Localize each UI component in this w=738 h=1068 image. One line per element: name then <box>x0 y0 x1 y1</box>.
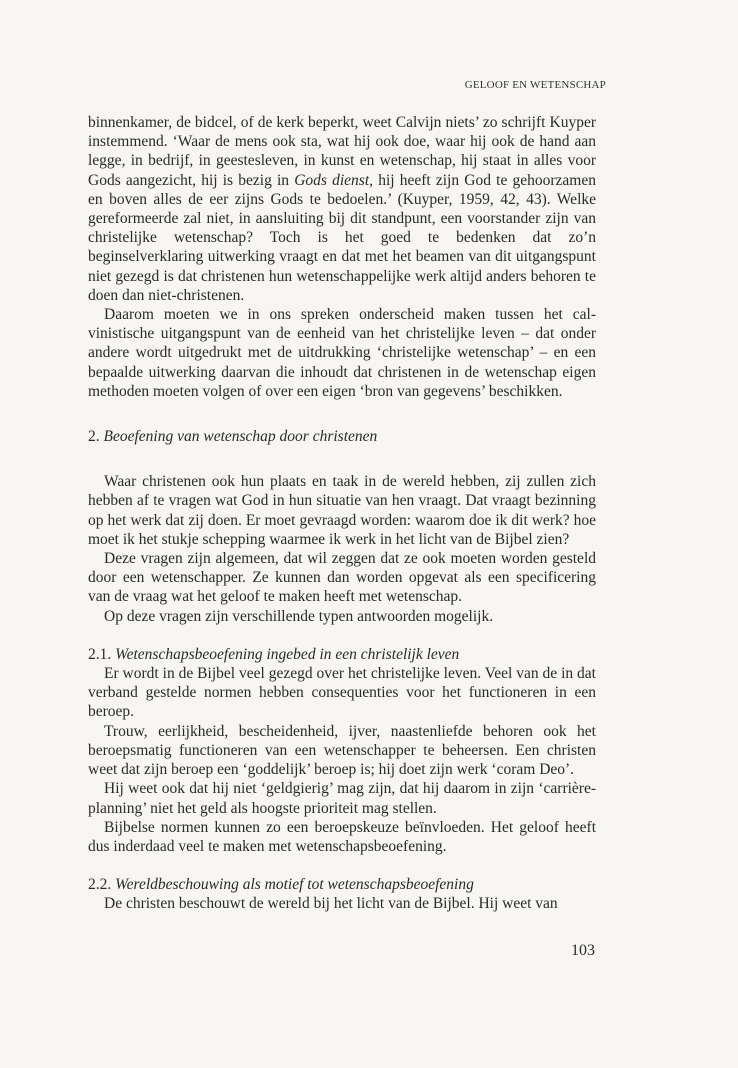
paragraph-1-italic: Gods dienst, <box>294 171 374 189</box>
paragraph-4: Deze vragen zijn algemeen, dat wil zeggen dat ze ook moeten worden gesteld door een wetenschapper. Ze kunnen dan worden opgevat als een specificering van de vraag wat het geloof te maken heeft met wetenschap. <box>88 550 596 606</box>
paragraph-5: Op deze vragen zijn verschillende typen antwoorden mogelijk. <box>104 607 494 625</box>
paragraph-1-part-a: binnenkamer, de bidcel, of de kerk beperkt, weet Calvijn niets’ zo schrijft Kuyper instemmend. ‘Waar de mens ook sta, wat hij ook doe, waar hij ook de hand aan legge, in bedrijf, in geestesleven, in kunst en wetenschap, hij staat in alles voor Gods aangezicht, hij is bezig in <box>88 114 596 189</box>
paragraph-1 <box>88 113 596 305</box>
section-number: 2. <box>88 428 100 446</box>
section-title: Beoefening van wetenschap door christenen <box>103 428 378 446</box>
paragraph-3: Waar christenen ook hun plaats en taak in de wereld hebben, zij zullen zich hebben af te vragen wat God in hun situatie van hen vraagt. Dat vraagt bezinning op het werk dat zij doen. Er moet gevraagd worden: waarom doe ik dit werk? hoe moet ik het stukje schepping waarmee ik werk in het licht van de Bijbel zien? <box>88 473 596 548</box>
paragraph-10: De christen beschouwt de wereld bij het licht van de Bijbel. Hij weet van <box>104 895 558 913</box>
section-heading-2-1 <box>88 645 596 664</box>
section-heading-2-2 <box>88 875 596 894</box>
section-title: Wereldbeschouwing als motief tot wetenschapsbeoefening <box>115 876 474 894</box>
section-number: 2.1. <box>88 645 112 663</box>
section-number: 2.2. <box>88 876 112 894</box>
paragraph-9: Bijbelse normen kunnen zo een beroepskeuze beïnvloeden. Het geloof heeft dus inderdaad veel te maken met wetenschapsbeoefening. <box>88 818 596 855</box>
body-text <box>88 113 596 914</box>
paragraph-8: Hij weet ook dat hij niet ‘geldgierig’ mag zijn, dat hij daarom in zijn ‘carrière-planning’ niet het geld als hoogste prioriteit mag stellen. <box>88 780 596 817</box>
paragraph-7: Trouw, eerlijkheid, bescheidenheid, ijver, naastenliefde behoren ook het beroepsmatig functioneren van een wetenschapper te beheersen. Een christen weet dat zijn beroep een ‘goddelijk’ beroep is; hij doet zijn werk ‘coram Deo’. <box>88 722 596 779</box>
paragraph-1-part-b: hij heeft zijn God te gehoorzamen en boven alles de eer zijns Gods te bedoelen.’ (Kuyper, 1959, 42, 43). Welke gereformeerde zal niet, in aansluiting bij dit standpunt, een voorstander zijn van christelijke wetenschap? Toch is het goed te bedenken dat zo’n beginselverklaring uitwerking vraagt en dat met het beamen van dit uitgangspunt niet gezegd is dat christenen hun wetenschappelijke werk altijd anders behoren te doen dan niet-christenen. <box>88 171 596 304</box>
section-title: Wetenschapsbeoefening ingebed in een christelijk leven <box>115 645 460 663</box>
page-number: 103 <box>571 942 595 959</box>
paragraph-6: Er wordt in de Bijbel veel gezegd over het christelijke leven. Veel van de in dat verband gestelde normen hebben consequenties voor het functioneren in een beroep. <box>88 665 596 721</box>
paragraph-2: Daarom moeten we in ons spreken onderscheid maken tussen het calvinistische uitgangspunt van de eenheid van het christelijke leven – dat onder andere wordt uitgedrukt met de uitdrukking ‘christelijke wetenschap’ – en een bepaalde uitwerking daarvan die inhoudt dat christenen in de wetenschap eigen methoden moeten volgen of over een eigen ‘bron van gegevens’ beschikken. <box>88 306 596 400</box>
section-heading-2 <box>88 427 596 446</box>
running-head: GELOOF EN WETENSCHAP <box>464 79 606 91</box>
